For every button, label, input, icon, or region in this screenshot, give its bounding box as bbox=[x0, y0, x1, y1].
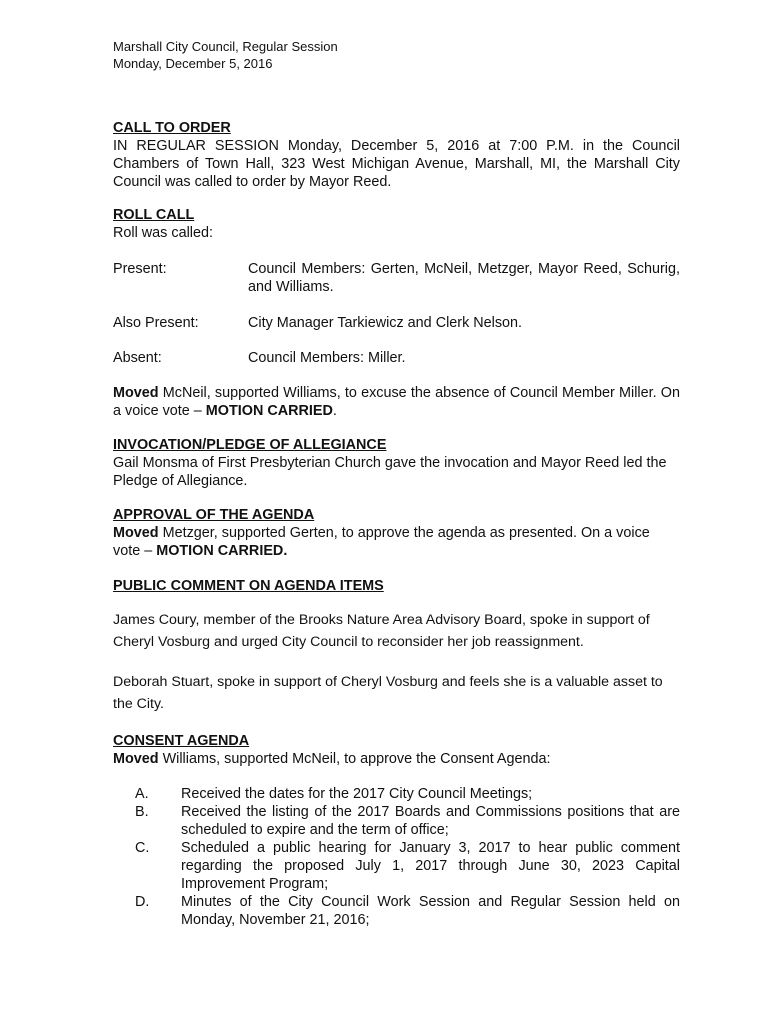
roll-also-present-label: Also Present: bbox=[113, 315, 199, 331]
header-title: Marshall City Council, Regular Session bbox=[113, 39, 338, 54]
consent-item-letter: D. bbox=[135, 894, 150, 910]
consent-item-a bbox=[113, 785, 680, 803]
invocation-text: Gail Monsma of First Presbyterian Church gave the invocation and Mayor Reed led the Pledge of Allegiance. bbox=[113, 455, 667, 489]
consent-item-text: Scheduled a public hearing for January 3, 2017 to hear public comment regarding the proposed July 1, 2017 through June 30, 2023 Capital Improvement Program; bbox=[181, 840, 680, 892]
approval-motion bbox=[113, 524, 680, 560]
approval-text: Metzger, supported Gerten, to approve the agenda as presented. On a voice vote – bbox=[113, 525, 650, 559]
motion-end: . bbox=[332, 403, 337, 419]
consent-item-text: Received the listing of the 2017 Boards and Commissions positions that are scheduled to expire and the term of office; bbox=[181, 804, 680, 838]
roll-call-heading: ROLL CALL bbox=[113, 207, 195, 223]
roll-absent-row bbox=[113, 349, 680, 367]
roll-call-motion bbox=[113, 384, 680, 420]
call-to-order-text: IN REGULAR SESSION Monday, December 5, 2016 at 7:00 P.M. in the Council Chambers of Town Hall, 323 West Michigan Avenue, Marshall, MI, the Marshall City Council was called to order by Mayor Reed. bbox=[113, 138, 680, 190]
roll-present-row bbox=[113, 260, 680, 296]
roll-present-label: Present: bbox=[113, 261, 167, 277]
consent-item-letter: C. bbox=[135, 840, 150, 856]
public-comment-1: James Coury, member of the Brooks Nature Area Advisory Board, spoke in support of Cheryl Vosburg and urged City Council to reconsider her job reassignment. bbox=[113, 612, 650, 650]
document-body bbox=[113, 119, 680, 929]
motion-moved: Moved bbox=[113, 385, 159, 401]
motion-text: McNeil, supported Williams, to excuse the absence of Council Member Miller. On a voice vote – bbox=[113, 385, 680, 419]
roll-call-text: Roll was called: bbox=[113, 225, 213, 241]
consent-text: Williams, supported McNeil, to approve the Consent Agenda: bbox=[158, 751, 551, 767]
header-date: Monday, December 5, 2016 bbox=[113, 56, 273, 71]
motion-result: MOTION CARRIED bbox=[205, 403, 333, 419]
consent-item-text: Received the dates for the 2017 City Council Meetings; bbox=[181, 786, 533, 802]
consent-item-letter: B. bbox=[135, 804, 149, 820]
roll-absent-value: Council Members: Miller. bbox=[248, 350, 406, 366]
approval-result: MOTION CARRIED. bbox=[156, 543, 288, 559]
call-to-order-heading: CALL TO ORDER bbox=[113, 120, 231, 136]
consent-item-text: Minutes of the City Council Work Session and Regular Session held on Monday, November 21, 2016; bbox=[181, 894, 680, 928]
consent-motion bbox=[113, 750, 680, 768]
roll-also-present-value: City Manager Tarkiewicz and Clerk Nelson. bbox=[248, 315, 523, 331]
document-header bbox=[113, 38, 338, 72]
consent-item-b bbox=[113, 803, 680, 839]
consent-item-c bbox=[113, 839, 680, 893]
consent-item-d bbox=[113, 893, 680, 929]
public-comment-2: Deborah Stuart, spoke in support of Cheryl Vosburg and feels she is a valuable asset to the City. bbox=[113, 674, 663, 712]
public-comment-heading: PUBLIC COMMENT ON AGENDA ITEMS bbox=[113, 578, 384, 594]
roll-also-present-row bbox=[113, 314, 680, 332]
invocation-heading: INVOCATION/PLEDGE OF ALLEGIANCE bbox=[113, 437, 387, 453]
consent-heading: CONSENT AGENDA bbox=[113, 733, 250, 749]
approval-heading: APPROVAL OF THE AGENDA bbox=[113, 507, 315, 523]
roll-absent-label: Absent: bbox=[113, 350, 162, 366]
consent-item-letter: A. bbox=[135, 786, 149, 802]
consent-moved: Moved bbox=[113, 751, 159, 767]
approval-moved: Moved bbox=[113, 525, 159, 541]
roll-present-value: Council Members: Gerten, McNeil, Metzger, Mayor Reed, Schurig, and Williams. bbox=[248, 261, 680, 295]
